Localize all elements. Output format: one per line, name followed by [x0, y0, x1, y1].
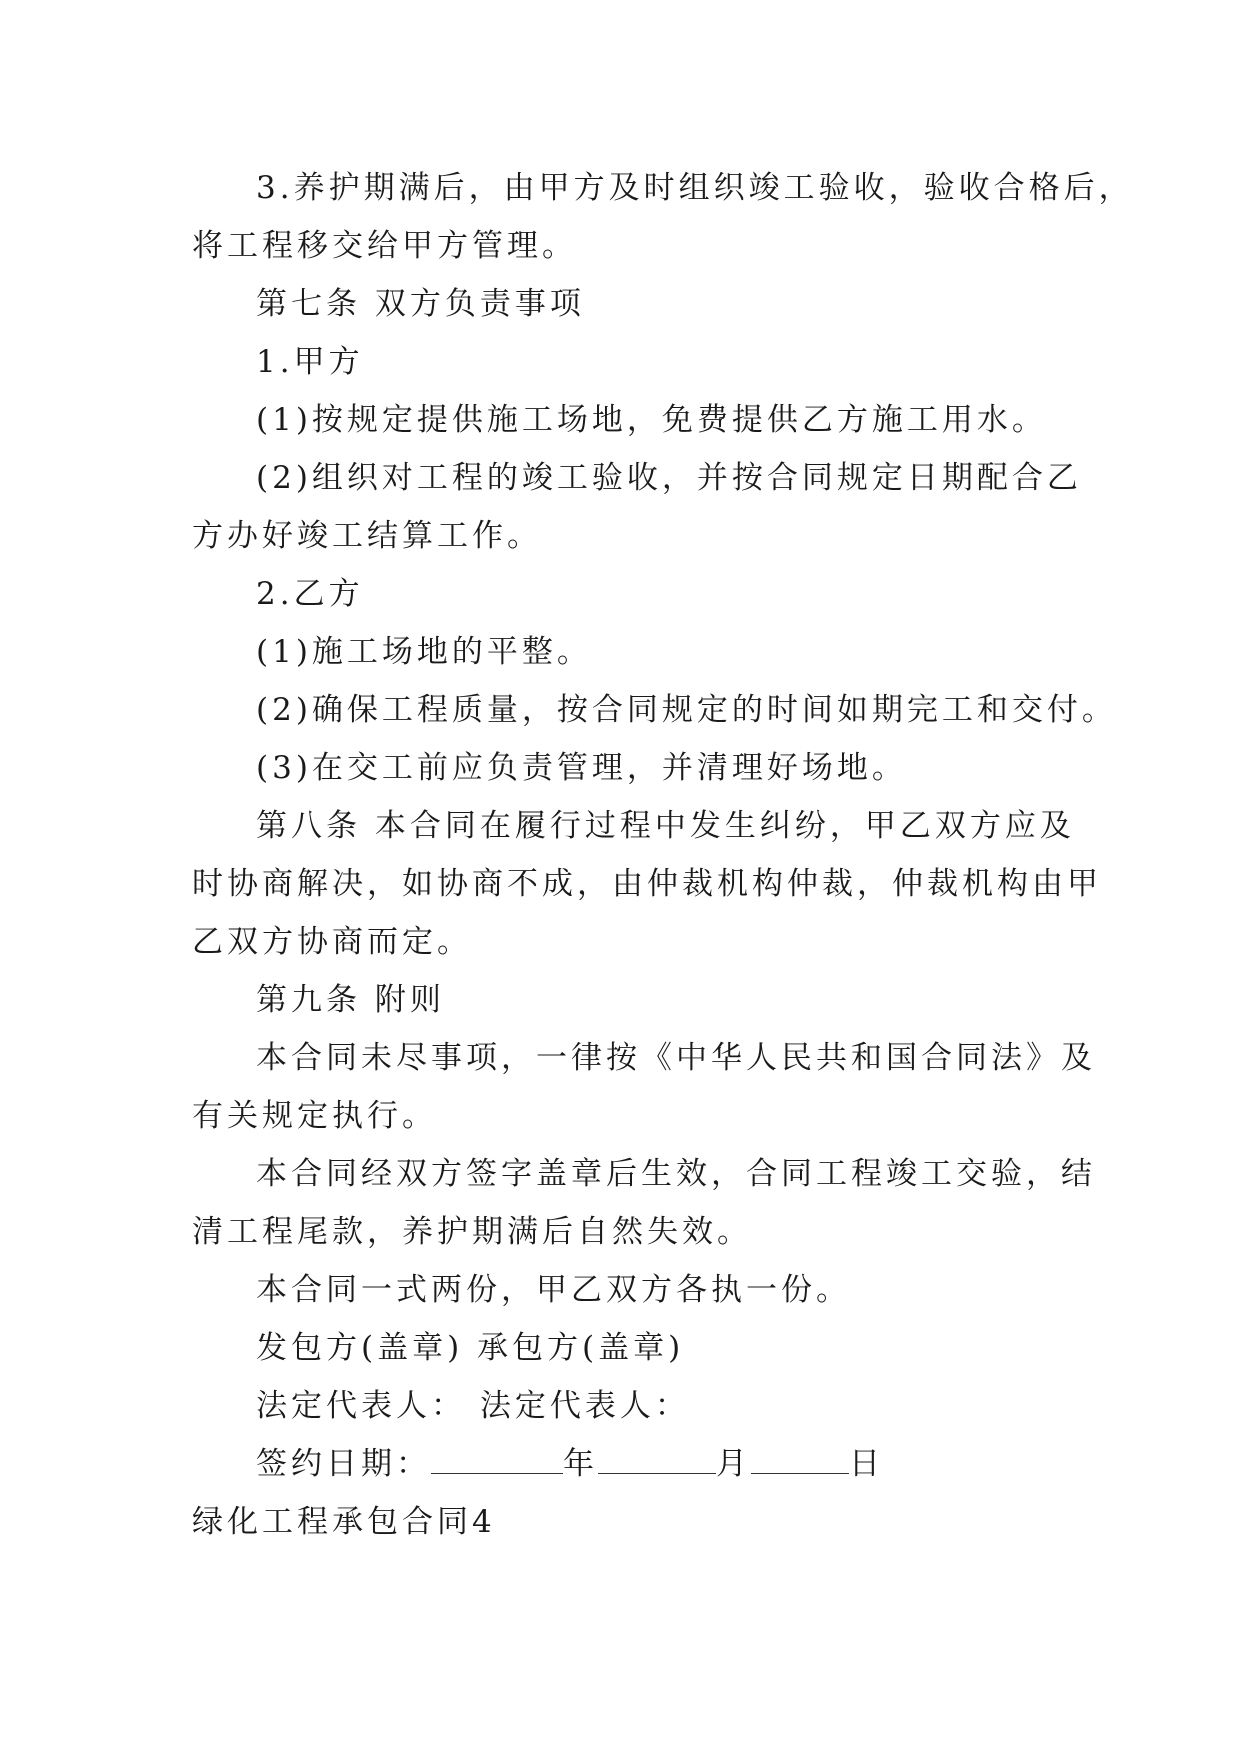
- day-blank: [751, 1447, 849, 1474]
- clause-item: (2)组织对工程的竣工验收，并按合同规定日期配合乙: [256, 460, 1082, 496]
- day-label: 日: [849, 1446, 884, 1482]
- representative-line: 法定代表人： 法定代表人：: [256, 1388, 690, 1424]
- signing-date-line: [256, 1444, 884, 1484]
- signing-date-label: 签约日期：: [256, 1446, 431, 1482]
- year-label: 年: [563, 1446, 598, 1482]
- paragraph-line: 本合同一式两份，甲乙双方各执一份。: [256, 1272, 851, 1308]
- clause-item: (1)按规定提供施工场地，免费提供乙方施工用水。: [256, 402, 1047, 438]
- year-blank: [431, 1447, 563, 1474]
- month-blank: [598, 1447, 716, 1474]
- paragraph-line: 有关规定执行。: [192, 1098, 437, 1134]
- next-contract-title: 绿化工程承包合同4: [192, 1504, 496, 1540]
- paragraph-line: 乙双方协商而定。: [192, 924, 472, 960]
- paragraph-line: 本合同未尽事项，一律按《中华人民共和国合同法》及: [256, 1040, 1096, 1076]
- seal-line: 发包方(盖章) 承包方(盖章): [256, 1330, 685, 1366]
- paragraph-line: 时协商解决，如协商不成，由仲裁机构仲裁，仲裁机构由甲: [192, 866, 1102, 902]
- month-label: 月: [716, 1446, 751, 1482]
- article-heading: 第七条 双方负责事项: [256, 286, 585, 322]
- article-heading: 第九条 附则: [256, 982, 445, 1018]
- paragraph-line: 本合同经双方签字盖章后生效，合同工程竣工交验，结: [256, 1156, 1096, 1192]
- article-heading: 第八条 本合同在履行过程中发生纠纷，甲乙双方应及: [256, 808, 1075, 844]
- party-heading: 1.甲方: [256, 344, 364, 380]
- clause-item: (1)施工场地的平整。: [256, 634, 592, 670]
- clause-item: (3)在交工前应负责管理，并清理好场地。: [256, 750, 907, 786]
- clause-item-continued: 方办好竣工结算工作。: [192, 518, 542, 554]
- paragraph-line: 清工程尾款，养护期满后自然失效。: [192, 1214, 752, 1250]
- paragraph-line: 3.养护期满后，由甲方及时组织竣工验收，验收合格后，: [256, 170, 1134, 206]
- party-heading: 2.乙方: [256, 576, 364, 612]
- paragraph-line: 将工程移交给甲方管理。: [192, 228, 577, 264]
- clause-item: (2)确保工程质量，按合同规定的时间如期完工和交付。: [256, 692, 1117, 728]
